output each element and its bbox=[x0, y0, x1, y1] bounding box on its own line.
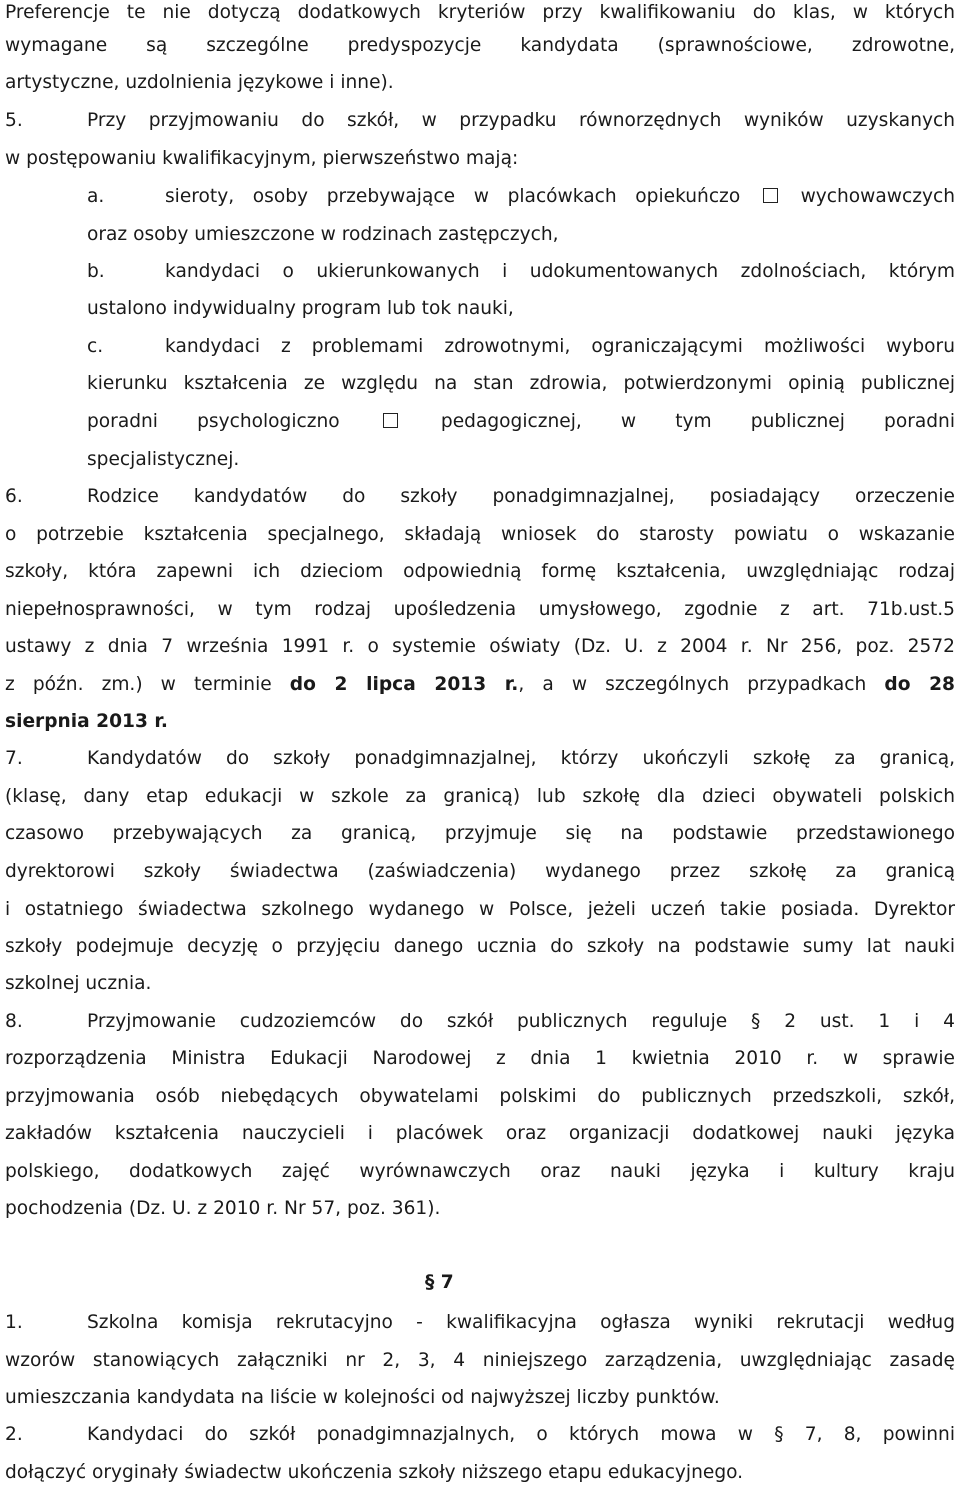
deadline-date: sierpnia 2013 r. bbox=[5, 711, 168, 732]
point-number: 2. bbox=[5, 1424, 23, 1445]
text-segment: z późn. zm.) w terminie bbox=[5, 674, 272, 695]
text-line: dyrektorowi szkoły świadectwa (zaświadczenia) wydanego przez szkołę za granicą bbox=[5, 861, 955, 882]
text-line: Preferencje te nie dotyczą dodatkowych kryteriów przy kwalifikowaniu do klas, w których bbox=[5, 2, 955, 23]
text-line: oraz osoby umieszczone w rodzinach zastępczych, bbox=[87, 224, 559, 245]
text-line: Rodzice kandydatów do szkoły ponadgimnazjalnej, posiadający orzeczenie bbox=[87, 486, 955, 507]
text-line: Przyjmowanie cudzoziemców do szkół publicznych reguluje § 2 ust. 1 i 4 bbox=[87, 1011, 955, 1032]
text-line: specjalistycznej. bbox=[87, 449, 240, 470]
missing-glyph-box-icon bbox=[763, 188, 778, 203]
text-line: niepełnosprawności, w tym rodzaj upośledzenia umysłowego, zgodnie z art. 71b.ust.5 bbox=[5, 599, 955, 620]
text-line: i ostatniego świadectwa szkolnego wydanego w Polsce, jeżeli uczeń takie posiada. Dyrektor bbox=[5, 899, 955, 920]
point-number: 6. bbox=[5, 486, 23, 507]
text-line: rozporządzenia Ministra Edukacji Narodowej z dnia 1 kwietnia 2010 r. w sprawie bbox=[5, 1048, 955, 1069]
text-line: artystyczne, uzdolnienia językowe i inne). bbox=[5, 72, 394, 93]
point-number: 7. bbox=[5, 748, 23, 769]
text-line: w postępowaniu kwalifikacyjnym, pierwszeństwo mają: bbox=[5, 148, 519, 169]
text-line: przyjmowania osób niebędących obywatelami polskimi do publicznych przedszkoli, szkół, bbox=[5, 1086, 955, 1107]
text-line bbox=[87, 409, 955, 435]
text-line: zakładów kształcenia nauczycieli i placówek oraz organizacji dodatkowej nauki języka bbox=[5, 1123, 955, 1144]
deadline-date: do 28 bbox=[884, 674, 955, 695]
text-line: Szkolna komisja rekrutacyjno - kwalifikacyjna ogłasza wyniki rekrutacji według bbox=[87, 1312, 955, 1333]
text-line: o potrzebie kształcenia specjalnego, składają wniosek do starosty powiatu o wskazanie bbox=[5, 524, 955, 545]
section-heading: § 7 bbox=[425, 1272, 454, 1293]
text-line: ustalono indywidualny program lub tok nauki, bbox=[87, 298, 514, 319]
point-number: 1. bbox=[5, 1312, 23, 1333]
text-line: wymagane są szczególne predyspozycje kandydata (sprawnościowe, zdrowotne, bbox=[5, 35, 955, 56]
text-line: Przy przyjmowaniu do szkół, w przypadku równorzędnych wyników uzyskanych bbox=[87, 110, 955, 131]
sub-point-label: c. bbox=[87, 336, 104, 357]
text-line: polskiego, dodatkowych zajęć wyrównawczych oraz nauki języka i kultury kraju bbox=[5, 1161, 955, 1182]
text-line: pochodzenia (Dz. U. z 2010 r. Nr 57, poz. 361). bbox=[5, 1198, 441, 1219]
text-segment: wychowawczych bbox=[800, 186, 955, 207]
text-segment: pedagogicznej, w tym publicznej poradni bbox=[440, 411, 955, 432]
text-line bbox=[165, 184, 955, 210]
text-line: (klasę, dany etap edukacji w szkole za granicą) lub szkołę dla dzieci obywateli polskich bbox=[5, 786, 955, 807]
missing-glyph-box-icon bbox=[383, 413, 398, 428]
deadline-date: do 2 lipca 2013 r. bbox=[289, 674, 519, 695]
point-number: 8. bbox=[5, 1011, 23, 1032]
text-segment: sieroty, osoby przebywające w placówkach opiekuńczo bbox=[165, 186, 741, 207]
text-line: czasowo przebywających za granicą, przyjmuje się na podstawie przedstawionego bbox=[5, 823, 955, 844]
text-segment: poradni psychologiczno bbox=[87, 411, 340, 432]
text-segment: , a w szczególnych przypadkach bbox=[518, 674, 867, 695]
text-line: wzorów stanowiących załączniki nr 2, 3, 4 niniejszego zarządzenia, uwzględniając zasadę bbox=[5, 1350, 955, 1371]
text-line: kandydaci o ukierunkowanych i udokumentowanych zdolnościach, którym bbox=[165, 261, 955, 282]
text-line: Kandydatów do szkoły ponadgimnazjalnej, którzy ukończyli szkołę za granicą, bbox=[87, 748, 955, 769]
text-line bbox=[5, 709, 168, 735]
text-line: ustawy z dnia 7 września 1991 r. o systemie oświaty (Dz. U. z 2004 r. Nr 256, poz. 2572 bbox=[5, 636, 955, 657]
text-line: kandydaci z problemami zdrowotnymi, ograniczającymi możliwości wyboru bbox=[165, 336, 955, 357]
sub-point-label: a. bbox=[87, 186, 105, 207]
text-line: szkoły, która zapewni ich dzieciom odpowiednią formę kształcenia, uwzględniając rodzaj bbox=[5, 561, 955, 582]
text-line: kierunku kształcenia ze względu na stan zdrowia, potwierdzonymi opinią publicznej bbox=[87, 373, 955, 394]
text-line: dołączyć oryginały świadectw ukończenia szkoły niższego etapu edukacyjnego. bbox=[5, 1462, 744, 1483]
text-line: Kandydaci do szkół ponadgimnazjalnych, o których mowa w § 7, 8, powinni bbox=[87, 1424, 955, 1445]
text-line: szkoły podejmuje decyzję o przyjęciu danego ucznia do szkoły na podstawie sumy lat nauki bbox=[5, 936, 955, 957]
point-number: 5. bbox=[5, 110, 23, 131]
text-line: szkolnej ucznia. bbox=[5, 973, 152, 994]
text-line bbox=[5, 672, 955, 698]
text-line: umieszczania kandydata na liście w kolejności od najwyższej liczby punktów. bbox=[5, 1387, 720, 1408]
sub-point-label: b. bbox=[87, 261, 105, 282]
